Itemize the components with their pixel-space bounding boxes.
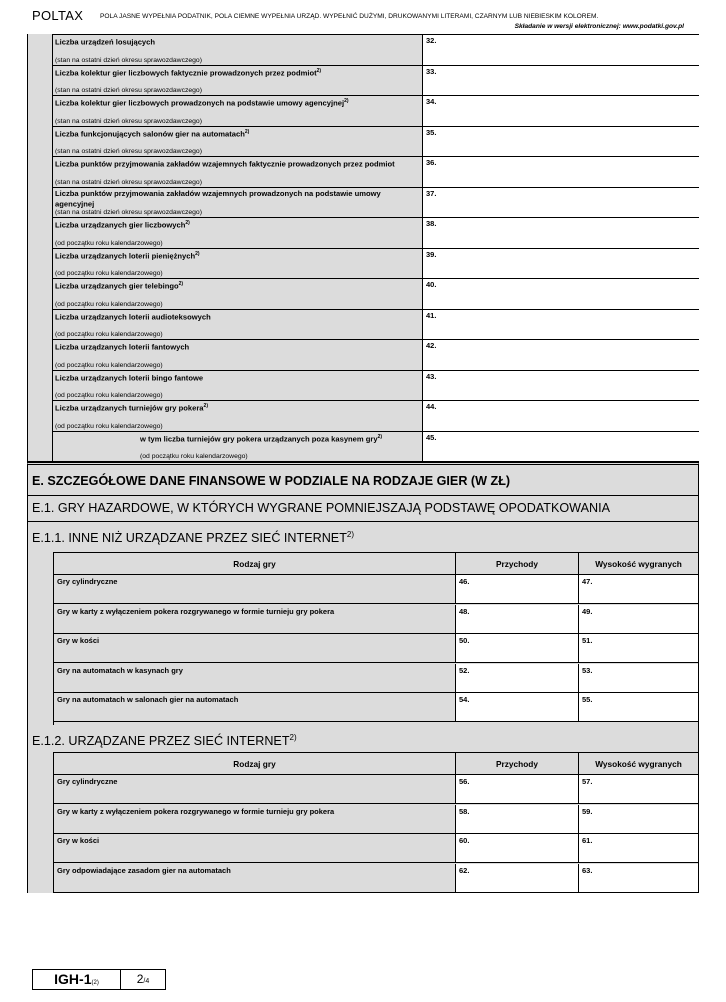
table-e11 [27, 552, 699, 725]
game-type-label: Gry na automatach w salonach gier na automatach [57, 695, 239, 704]
field-number: 62. [459, 865, 470, 875]
entry-field[interactable] [423, 310, 699, 340]
field-number: 52. [459, 665, 470, 675]
entry-field[interactable] [423, 35, 699, 65]
section-e1-title: E.1. GRY HAZARDOWE, W KTÓRYCH WYGRANE POMNIEJSZAJĄ PODSTAWĘ OPODATKOWANIA [32, 501, 610, 515]
field-number: 59. [582, 806, 593, 816]
field-number: 55. [582, 695, 593, 704]
income-field[interactable] [455, 605, 578, 633]
row-label: Liczba urządzanych gier liczbowych$^{2)}$ (od początku roku kalendarzowego) [53, 218, 423, 248]
section-d-row [53, 187, 699, 218]
field-number: 35. [426, 127, 437, 137]
brand-label: POLTAX [32, 8, 84, 23]
table-row [54, 605, 698, 634]
section-d-row [53, 156, 699, 187]
field-number: 58. [459, 806, 470, 816]
header-game-type: Rodzaj gry [233, 759, 276, 769]
field-number: 42. [426, 341, 437, 350]
row-label: Liczba punktów przyjmowania zakładów wzajemnych prowadzonych na podstawie umowy agencyjnej (stan na ostatni dzień okresu sprawozdawczego) [53, 188, 423, 218]
form-footer [32, 969, 166, 990]
wins-field[interactable] [578, 575, 698, 603]
wins-field[interactable] [578, 664, 698, 692]
row-note: (stan na ostatni dzień okresu sprawozdawczego) [55, 117, 202, 125]
section-e12-title: E.1.2. URZĄDZANE PRZEZ SIEĆ INTERNET$^{2)}$ [32, 733, 297, 749]
field-number: 56. [459, 777, 470, 786]
field-number: 33. [426, 66, 437, 76]
game-type-label: Gry na automatach w kasynach gry [57, 665, 183, 675]
game-type-label: Gry w kości [57, 836, 100, 845]
field-number: 53. [582, 665, 593, 675]
income-field[interactable] [455, 834, 578, 862]
section-e1-header [27, 496, 699, 522]
section-e11-header [27, 522, 699, 552]
table-row [54, 864, 698, 893]
row-label: Liczba punktów przyjmowania zakładów wzajemnych faktycznie prowadzonych przez podmiot (stan na ostatni dzień okresu sprawozdawczego) [53, 157, 423, 187]
section-e-header [27, 462, 699, 496]
income-field[interactable] [455, 575, 578, 603]
row-label: Liczba kolektur gier liczbowych prowadzonych na podstawie umowy agencyjnej$^{2)}$ (stan na ostatni dzień okresu sprawozdawczego) [53, 96, 423, 126]
field-number: 39. [426, 249, 437, 259]
field-number: 47. [582, 577, 593, 586]
section-d-row [53, 309, 699, 340]
field-number: 60. [459, 836, 470, 845]
section-d-row [53, 65, 699, 96]
row-label: Liczba urządzanych gier telebingo$^{2)}$ (od początku roku kalendarzowego) [53, 279, 423, 309]
field-number: 43. [426, 371, 437, 381]
game-type-label: Gry w karty z wyłączeniem pokera rozgrywanego w formie turnieju gry pokera [57, 606, 335, 616]
section-d-row [53, 217, 699, 248]
row-note: (stan na ostatni dzień okresu sprawozdawczego) [55, 56, 202, 64]
wins-field[interactable] [578, 634, 698, 662]
row-label: Liczba kolektur gier liczbowych faktycznie prowadzonych przez podmiot$^{2)}$ (stan na ostatni dzień okresu sprawozdawczego) [53, 66, 423, 96]
row-label: w tym liczba turniejów gry pokera urządzanych poza kasynem gry$^{2)}$ (od początku roku kalendarzowego) [138, 432, 423, 462]
section-d-continuation [27, 34, 699, 462]
section-d-row [53, 370, 699, 401]
income-field[interactable] [455, 634, 578, 662]
header-income: Przychody [455, 553, 578, 574]
entry-field[interactable] [423, 188, 699, 218]
row-label: Liczba urządzanych loterii bingo fantowe (od początku roku kalendarzowego) [53, 371, 423, 401]
entry-field[interactable] [423, 127, 699, 157]
wins-field[interactable] [578, 693, 698, 721]
entry-field[interactable] [423, 371, 699, 401]
field-number: 48. [459, 606, 470, 616]
fill-instruction: POLA JASNE WYPEŁNIA PODATNIK, POLA CIEMNE WYPEŁNIA URZĄD. WYPEŁNIĆ DUŻYMI, DRUKOWANYMI LITERAMI, CZARNYM LUB NIEBIESKIM KOLOREM. [100, 13, 599, 20]
section-e11-title: E.1.1. INNE NIŻ URZĄDZANE PRZEZ SIEĆ INTERNET$^{2)}$ [32, 530, 355, 546]
entry-field[interactable] [423, 66, 699, 96]
table-row [54, 834, 698, 863]
wins-field[interactable] [578, 605, 698, 633]
field-number: 37. [426, 188, 437, 198]
entry-field[interactable] [423, 96, 699, 126]
row-label: Liczba urządzeń losujących (stan na ostatni dzień okresu sprawozdawczego) [53, 35, 423, 65]
entry-field[interactable] [423, 340, 699, 370]
field-number: 32. [426, 36, 437, 45]
row-note: (stan na ostatni dzień okresu sprawozdawczego) [55, 87, 202, 94]
row-note: (stan na ostatni dzień okresu sprawozdawczego) [55, 178, 202, 186]
row-note: (od początku roku kalendarzowego) [55, 392, 163, 399]
section-e-title: E. SZCZEGÓŁOWE DANE FINANSOWE W PODZIALE NA RODZAJE GIER (W ZŁ) [32, 474, 511, 488]
table-row [54, 693, 698, 722]
entry-field[interactable] [423, 432, 699, 462]
entry-field[interactable] [423, 157, 699, 187]
table-header [54, 552, 698, 575]
row-label: Liczba funkcjonujących salonów gier na automatach$^{2)}$ (stan na ostatni dzień okresu sprawozdawczego) [53, 127, 423, 157]
field-number: 57. [582, 777, 593, 786]
field-number: 44. [426, 402, 437, 411]
page-header [0, 0, 726, 36]
income-field[interactable] [455, 775, 578, 803]
row-label: Liczba urządzanych loterii fantowych (od początku roku kalendarzowego) [53, 340, 423, 370]
wins-field[interactable] [578, 775, 698, 803]
wins-field[interactable] [578, 834, 698, 862]
field-number: 38. [426, 219, 437, 228]
header-income: Przychody [455, 753, 578, 774]
field-number: 46. [459, 577, 470, 586]
field-number: 63. [582, 865, 593, 875]
field-number: 41. [426, 310, 437, 320]
income-field[interactable] [455, 693, 578, 721]
field-number: 40. [426, 280, 437, 289]
row-note: (od początku roku kalendarzowego) [55, 331, 163, 338]
section-e12-header [27, 725, 699, 755]
field-number: 45. [426, 432, 437, 442]
entry-field[interactable] [423, 249, 699, 279]
row-note: (stan na ostatni dzień okresu sprawozdawczego) [55, 148, 202, 155]
row-label: Liczba urządzanych turniejów gry pokera$^{2)}$ (od początku roku kalendarzowego) [53, 401, 423, 431]
header-wins: Wysokość wygranych [578, 753, 698, 774]
row-label: Liczba urządzanych loterii pieniężnych$^{2)}$ (od początku roku kalendarzowego) [53, 249, 423, 279]
section-d-row [53, 278, 699, 309]
field-number: 36. [426, 158, 437, 167]
row-note: (od początku roku kalendarzowego) [55, 300, 163, 308]
game-type-label: Gry odpowiadające zasadom gier na automatach [57, 865, 231, 875]
game-type-label: Gry cylindryczne [57, 577, 118, 586]
row-note: (od początku roku kalendarzowego) [140, 453, 248, 460]
entry-field[interactable] [423, 218, 699, 248]
income-field[interactable] [455, 664, 578, 692]
section-d-row [53, 126, 699, 157]
field-number: 54. [459, 695, 470, 704]
wins-field[interactable] [578, 864, 698, 892]
table-row [54, 775, 698, 804]
section-d-row [53, 34, 699, 65]
table-e12 [27, 752, 699, 893]
entry-field[interactable] [423, 279, 699, 309]
row-note: (od początku roku kalendarzowego) [55, 361, 163, 369]
field-number: 50. [459, 636, 470, 645]
header-wins: Wysokość wygranych [578, 553, 698, 574]
page-number: 2/4 [136, 972, 150, 986]
section-d-row [53, 95, 699, 126]
entry-field[interactable] [423, 401, 699, 431]
field-number: 51. [582, 636, 593, 645]
field-number: 34. [426, 97, 437, 106]
table-row [54, 664, 698, 693]
row-note: (od początku roku kalendarzowego) [55, 239, 163, 247]
table-row [54, 634, 698, 663]
field-number: 61. [582, 836, 593, 845]
header-game-type: Rodzaj gry [233, 559, 276, 569]
game-type-label: Gry w karty z wyłączeniem pokera rozgrywanego w formie turnieju gry pokera [57, 806, 335, 816]
game-type-label: Gry w kości [57, 636, 100, 645]
table-row [54, 575, 698, 604]
form-code: IGH-1(2) [33, 970, 121, 989]
table-row [54, 805, 698, 834]
table-header [54, 752, 698, 775]
income-field[interactable] [455, 864, 578, 892]
electronic-filing-note: Składanie w wersji elektronicznej: www.podatki.gov.pl [514, 23, 684, 30]
section-d-row [53, 400, 699, 431]
row-note: (od początku roku kalendarzowego) [55, 270, 163, 277]
income-field[interactable] [455, 805, 578, 833]
section-d-row [53, 248, 699, 279]
row-label: Liczba urządzanych loterii audioteksowych (od początku roku kalendarzowego) [53, 310, 423, 340]
section-d-row [53, 339, 699, 370]
row-note: (od początku roku kalendarzowego) [55, 422, 163, 430]
row-note: (stan na ostatni dzień okresu sprawozdawczego) [55, 209, 202, 216]
game-type-label: Gry cylindryczne [57, 777, 118, 786]
section-d-row [53, 431, 699, 462]
field-number: 49. [582, 606, 593, 616]
wins-field[interactable] [578, 805, 698, 833]
